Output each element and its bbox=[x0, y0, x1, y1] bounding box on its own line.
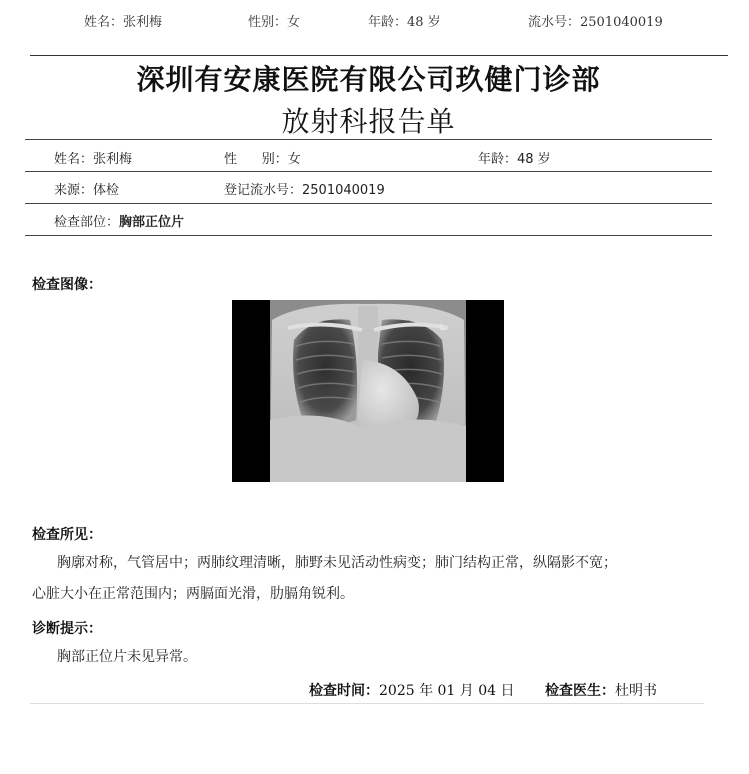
info-exam-part-label: 检查部位： bbox=[54, 215, 120, 230]
info-exam-part-value: 胸部正位片 bbox=[119, 215, 185, 230]
report-subtitle: 放射科报告单 bbox=[281, 105, 456, 138]
info-table-bottom-line bbox=[25, 235, 712, 236]
info-table-line-3 bbox=[25, 203, 712, 204]
info-source: 来源：体检 bbox=[54, 183, 120, 198]
exam-time-label: 检查时间： bbox=[309, 683, 379, 699]
header-divider bbox=[30, 55, 728, 56]
info-registration-serial: 登记流水号：2501040019 bbox=[224, 183, 385, 198]
exam-time-value: 2025 年 01 月 04 日 bbox=[379, 683, 515, 699]
header-patient-age: 年龄：48 岁 bbox=[368, 15, 441, 30]
exam-image-label: 检查图像： bbox=[32, 277, 102, 293]
chest-xray-image bbox=[232, 300, 504, 482]
exam-doctor bbox=[545, 680, 657, 700]
info-table-line-2 bbox=[25, 171, 712, 172]
exam-time bbox=[309, 680, 515, 700]
header-patient-gender: 性别：女 bbox=[248, 15, 301, 30]
diagnosis-text: 胸部正位片未见异常。 bbox=[57, 649, 197, 665]
info-gender-value: 女 bbox=[287, 152, 301, 167]
xray-side-marker: L bbox=[440, 323, 446, 333]
findings-label: 检查所见： bbox=[32, 527, 102, 543]
header-serial-number: 流水号：2501040019 bbox=[528, 15, 663, 30]
diagnosis-label: 诊断提示： bbox=[32, 621, 102, 637]
info-patient-name: 姓名：张利梅 bbox=[54, 152, 133, 167]
exam-doctor-value: 杜明书 bbox=[615, 683, 657, 699]
header-patient-name: 姓名：张利梅 bbox=[84, 15, 163, 30]
info-gender bbox=[224, 148, 301, 167]
report-title: 深圳有安康医院有限公司玖健门诊部 bbox=[136, 63, 601, 96]
info-gender-label: 性 别： bbox=[224, 152, 288, 167]
footer-divider bbox=[30, 703, 704, 704]
exam-doctor-label: 检查医生： bbox=[545, 683, 615, 699]
findings-text-line-2: 心脏大小在正常范围内；两膈面光滑，肋膈角锐利。 bbox=[32, 586, 354, 602]
info-age: 年龄：48 岁 bbox=[478, 152, 551, 167]
info-table-top-line bbox=[25, 139, 712, 140]
findings-text-line-1: 胸廓对称，气管居中；两肺纹理清晰，肺野未见活动性病变；肺门结构正常，纵隔影不宽； bbox=[57, 555, 617, 571]
info-exam-part bbox=[54, 211, 184, 230]
